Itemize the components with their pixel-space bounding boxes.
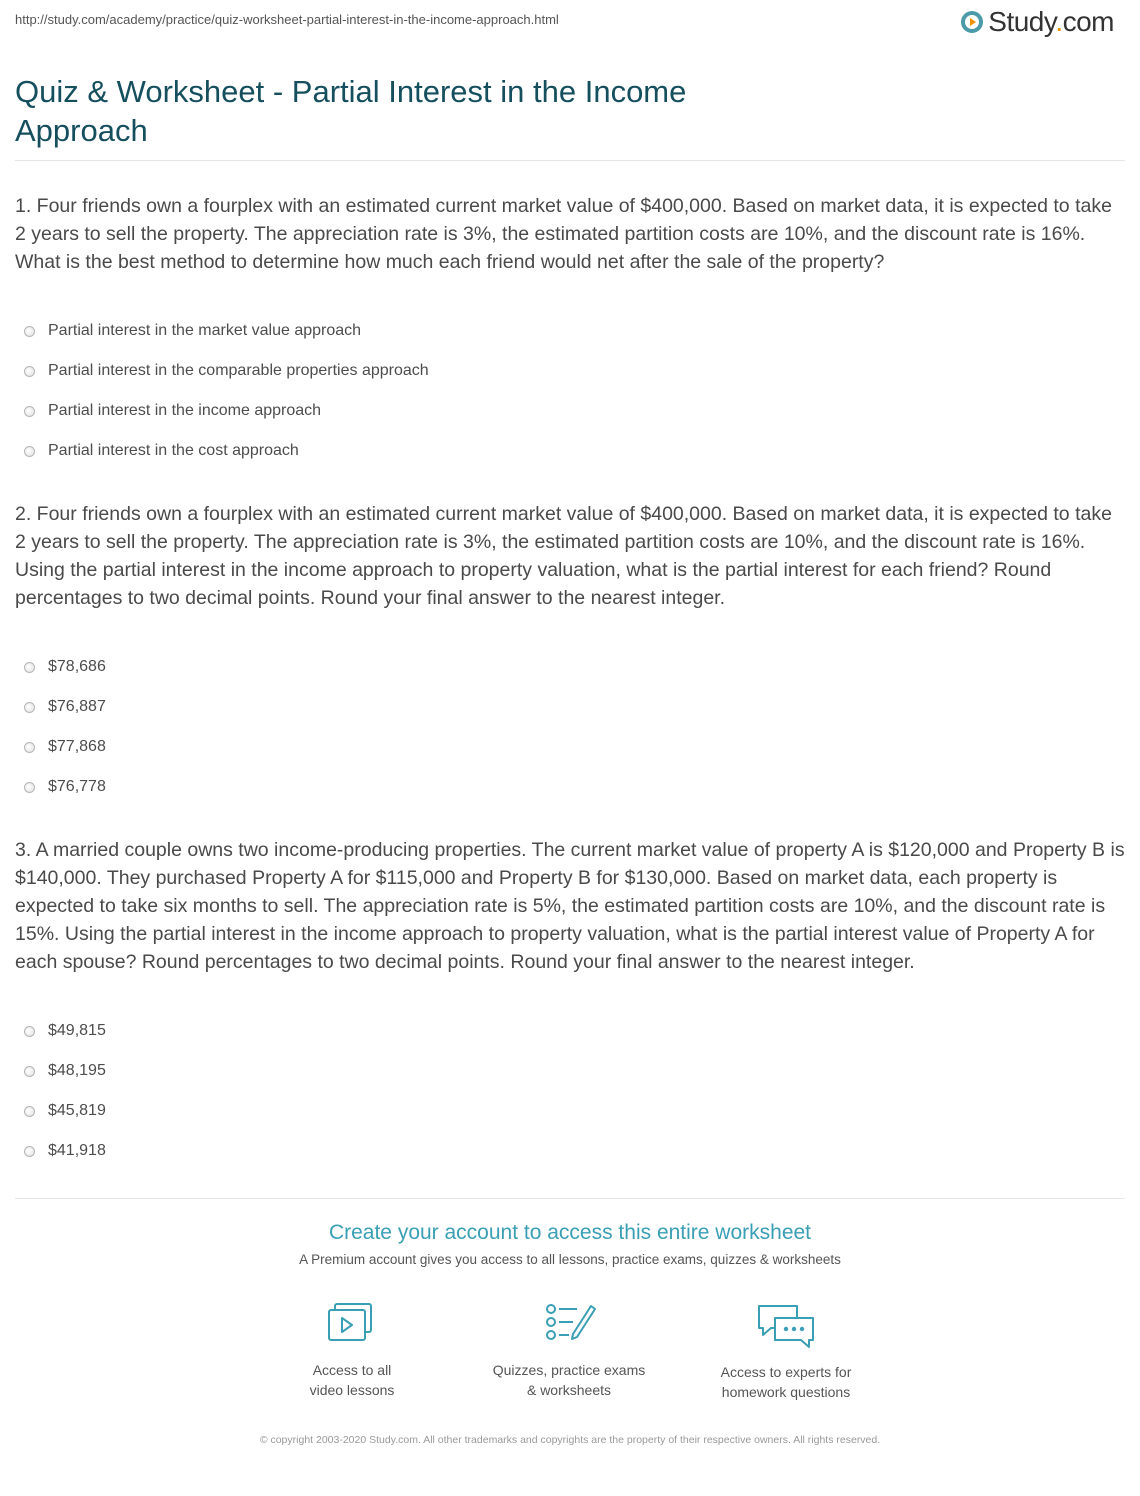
answer-option[interactable]	[24, 647, 106, 687]
chat-bubbles-icon	[753, 1300, 819, 1350]
answer-label: Partial interest in the market value approach	[48, 322, 362, 339]
copyright-footer: © copyright 2003-2020 Study.com. All other trademarks and copyrights are the property of their respective owners. All rights reserved.	[259, 1434, 881, 1446]
answer-option[interactable]	[24, 1051, 106, 1091]
answer-option[interactable]	[24, 351, 429, 391]
radio-button[interactable]	[24, 406, 35, 417]
answer-option[interactable]	[24, 431, 429, 471]
radio-button[interactable]	[24, 702, 35, 713]
logo-dot: .	[1055, 6, 1063, 37]
answer-label: $48,195	[48, 1062, 106, 1079]
answer-label: $41,918	[48, 1142, 106, 1159]
feature-label-line: Quizzes, practice exams	[492, 1362, 646, 1378]
feature-label-line: & worksheets	[526, 1382, 612, 1398]
answer-label: Partial interest in the cost approach	[48, 442, 299, 459]
answer-label: $78,686	[48, 658, 106, 675]
answer-label: $49,815	[48, 1022, 106, 1039]
radio-button[interactable]	[24, 1146, 35, 1157]
radio-button[interactable]	[24, 782, 35, 793]
logo-tld: com	[1062, 6, 1114, 37]
feature-label-line: homework questions	[721, 1384, 851, 1400]
question-3-options	[24, 1011, 106, 1171]
answer-option[interactable]	[24, 1131, 106, 1171]
feature-experts	[686, 1300, 886, 1402]
question-3-text: 3. A married couple owns two income-producing properties. The current market value of property A is $120,000 and Property B is $140,000. They purchased Property A for $115,000 and Property B for $130,000. Based on market data, each property is expected to take six months to sell. The appreciation rate is 5%, the estimated partition costs are 10%, and the discount rate is 15%. Using the partial interest in the income approach to property valuation, what is the partial interest value of Property A for each spouse? Round percentages to two decimal points. Round your final answer to the nearest integer.	[15, 839, 1125, 973]
answer-option[interactable]	[24, 767, 106, 807]
page-url[interactable]: http://study.com/academy/practice/quiz-worksheet-partial-interest-in-the-income-approach.html	[15, 12, 559, 27]
cta-subtitle: A Premium account gives you access to all lessons, practice exams, quizzes & worksheets	[299, 1252, 841, 1267]
answer-label: $77,868	[48, 738, 106, 755]
answer-option[interactable]	[24, 727, 106, 767]
radio-button[interactable]	[24, 366, 35, 377]
question-1-text: 1. Four friends own a fourplex with an estimated current market value of $400,000. Based on market data, it is expected to take 2 years to sell the property. The appreciation rate is 3%, the estimated partition costs are 10%, and the discount rate is 16%. What is the best method to determine how much each friend would net after the sale of the property?	[15, 195, 1112, 273]
feature-label-line: Access to experts for	[720, 1364, 852, 1380]
video-lessons-icon	[322, 1300, 382, 1348]
quiz-checklist-icon	[539, 1300, 599, 1348]
radio-button[interactable]	[24, 1066, 35, 1077]
page-title: Quiz & Worksheet - Partial Interest in the Income Approach	[15, 74, 687, 148]
radio-button[interactable]	[24, 662, 35, 673]
answer-label: $45,819	[48, 1102, 106, 1119]
top-bar	[0, 0, 1140, 50]
play-logo-icon	[960, 10, 984, 34]
logo-name: Study	[988, 6, 1056, 37]
radio-button[interactable]	[24, 742, 35, 753]
answer-option[interactable]	[24, 1011, 106, 1051]
question-1-options	[24, 311, 429, 471]
cta-title-link[interactable]: Create your account to access this entire worksheet	[328, 1221, 812, 1244]
feature-label-line: Access to all	[312, 1362, 392, 1378]
answer-option[interactable]	[24, 391, 429, 431]
answer-label: Partial interest in the comparable properties approach	[48, 362, 429, 379]
radio-button[interactable]	[24, 326, 35, 337]
answer-label: $76,778	[48, 778, 106, 795]
logo-wordmark	[988, 6, 1114, 38]
title-divider	[15, 160, 1125, 161]
cta-divider	[15, 1198, 1125, 1199]
question-2-text: 2. Four friends own a fourplex with an estimated current market value of $400,000. Based on market data, it is expected to take 2 years to sell the property. The appreciation rate is 3%, the estimated partition costs are 10%, and the discount rate is 16%. Using the partial interest in the income approach to property valuation, what is the partial interest for each friend? Round percentages to two decimal points. Round your final answer to the nearest integer.	[15, 503, 1112, 609]
answer-label: $76,887	[48, 698, 106, 715]
feature-label-line: video lessons	[309, 1382, 395, 1398]
question-2-options	[24, 647, 106, 807]
answer-label: Partial interest in the income approach	[48, 402, 322, 419]
feature-quizzes	[469, 1300, 669, 1400]
radio-button[interactable]	[24, 1106, 35, 1117]
study-logo[interactable]	[960, 6, 1114, 38]
answer-option[interactable]	[24, 311, 429, 351]
feature-video-lessons	[252, 1300, 452, 1400]
radio-button[interactable]	[24, 446, 35, 457]
answer-option[interactable]	[24, 1091, 106, 1131]
answer-option[interactable]	[24, 687, 106, 727]
radio-button[interactable]	[24, 1026, 35, 1037]
